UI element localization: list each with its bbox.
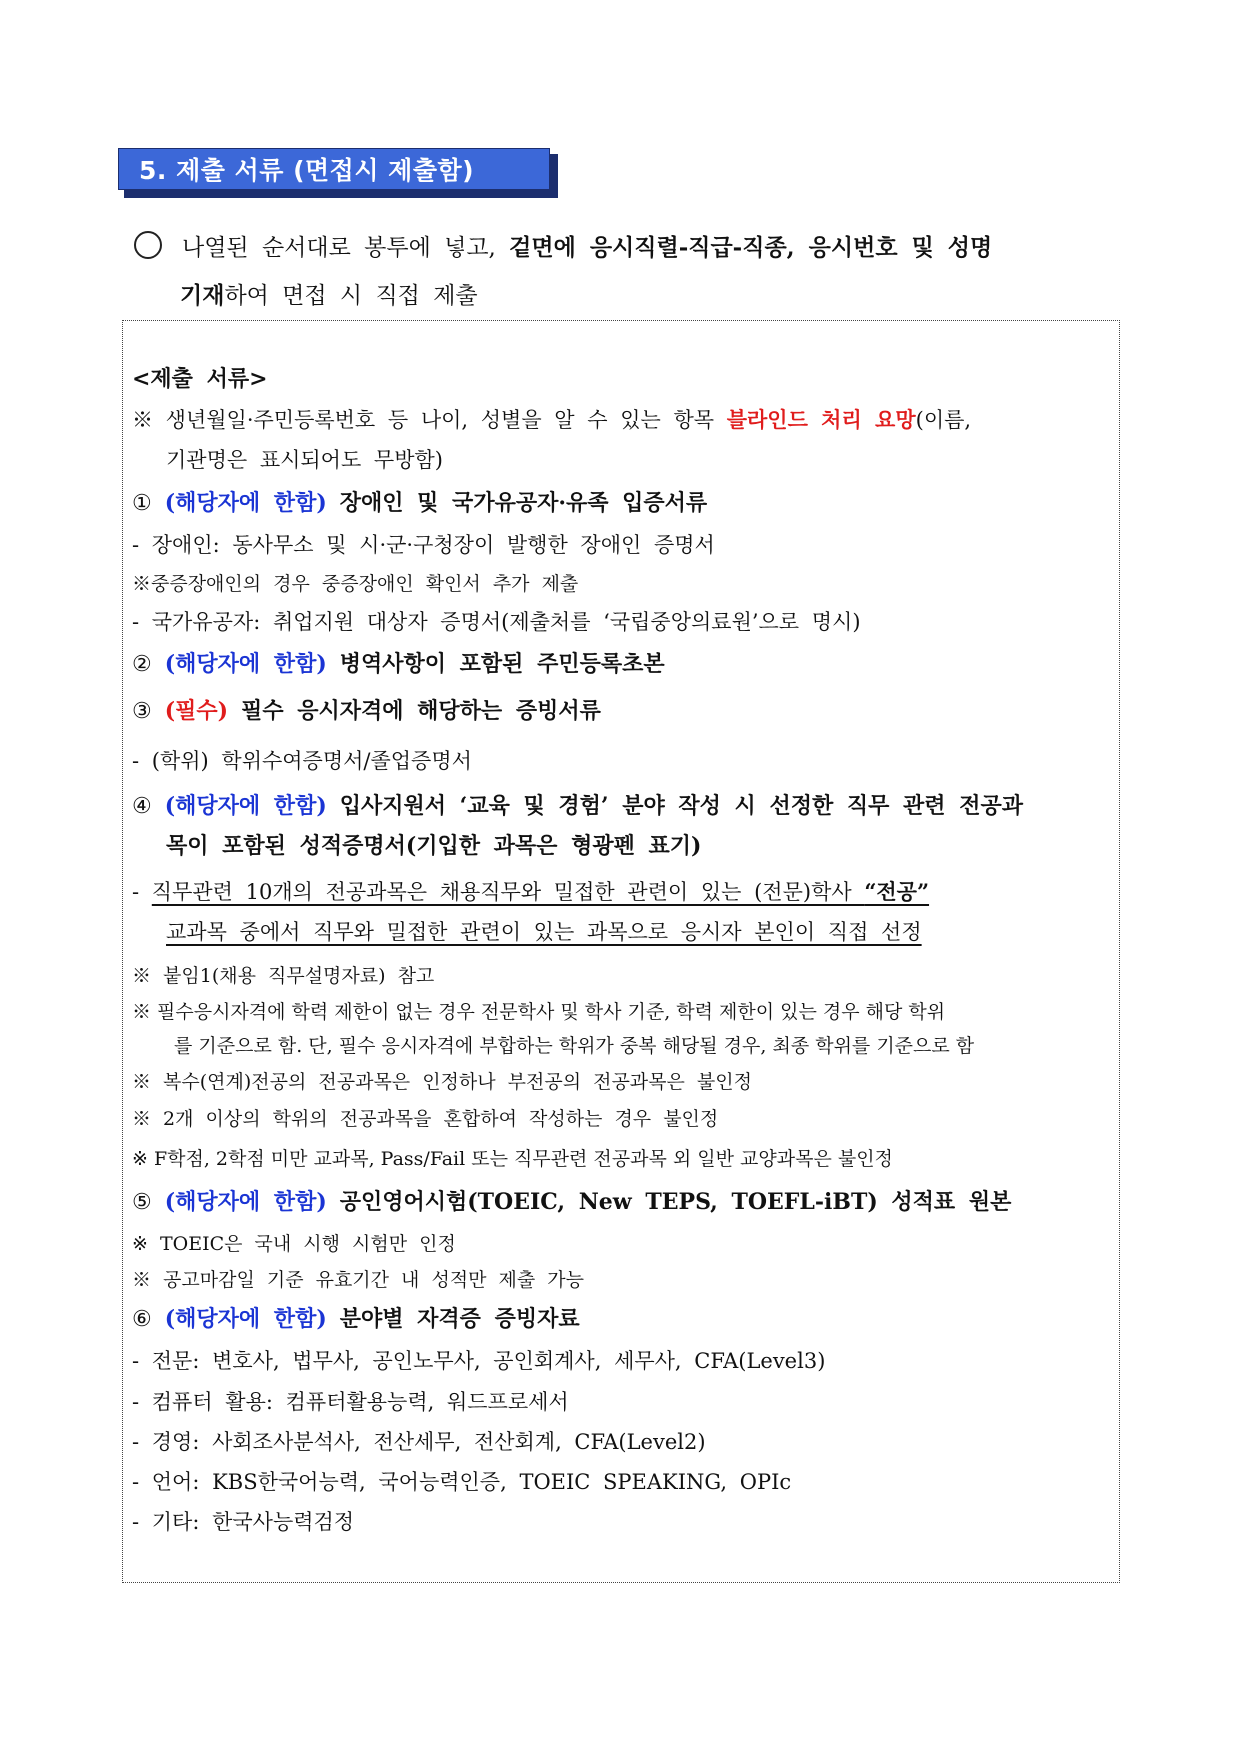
item-1: ① (해당자에 한함) 장애인 및 국가유공자·유족 입증서류 <box>132 490 708 516</box>
item-4-sub-1: - 직무관련 10개의 전공과목은 채용직무와 밀접한 관련이 있는 (전문)학사 “전공” <box>132 879 930 904</box>
item-1-sub-1: - 장애인: 동사무소 및 시·군·구청장이 발행한 장애인 증명서 <box>132 533 715 557</box>
blind-note: ※ 생년월일·주민등록번호 등 나이, 성별을 알 수 있는 항목 블라인드 처리 요망(이름, <box>132 407 972 432</box>
item-2: ② (해당자에 한함) 병역사항이 포함된 주민등록초본 <box>132 651 665 677</box>
section-header <box>118 148 558 196</box>
item-3: ③ (필수) 필수 응시자격에 해당하는 증빙서류 <box>132 698 601 724</box>
item-4-note-3: ※ 복수(연계)전공의 전공과목은 인정하나 부전공의 전공과목은 불인정 <box>132 1071 752 1093</box>
item-6: ⑥ (해당자에 한함) 분야별 자격증 증빙자료 <box>132 1306 580 1332</box>
intro-paragraph <box>134 224 1124 320</box>
item-1-sub-2: ※중증장애인의 경우 중증장애인 확인서 추가 제출 <box>132 573 579 595</box>
item-6-sub-3: - 경영: 사회조사분석사, 전산세무, 전산회계, CFA(Level2) <box>132 1430 706 1454</box>
item-4-note-1: ※ 붙임1(채용 직무설명자료) 참고 <box>132 965 435 987</box>
item-4-line-2: 목이 포함된 성적증명서(기입한 과목은 형광펜 표기) <box>166 833 702 859</box>
item-6-sub-4: - 언어: KBS한국어능력, 국어능력인증, TOEIC SPEAKING, OPIc <box>132 1470 792 1494</box>
item-6-sub-2: - 컴퓨터 활용: 컴퓨터활용능력, 워드프로세서 <box>132 1390 569 1414</box>
box-heading: <제출 서류> <box>132 366 268 392</box>
item-4-note-2-line-2: 를 기준으로 함. 단, 필수 응시자격에 부합하는 학위가 중복 해당될 경우, 최종 학위를 기준으로 함 <box>174 1035 975 1057</box>
item-4: ④ (해당자에 한함) 입사지원서 ‘교육 및 경험’ 분야 작성 시 선정한 직무 관련 전공과 <box>132 793 1023 819</box>
circle-bullet-icon <box>134 231 162 259</box>
item-5: ⑤ (해당자에 한함) 공인영어시험(TOEIC, New TEPS, TOEFL-iBT) 성적표 원본 <box>132 1189 1012 1215</box>
item-4-note-4: ※ 2개 이상의 학위의 전공과목을 혼합하여 작성하는 경우 불인정 <box>132 1108 719 1130</box>
item-6-sub-5: - 기타: 한국사능력검정 <box>132 1510 355 1534</box>
intro-line-1: 나열된 순서대로 봉투에 넣고, 겉면에 응시직렬-직급-직종, 응시번호 및 성명 <box>134 224 1124 272</box>
item-4-note-2: ※ 필수응시자격에 학력 제한이 없는 경우 전문학사 및 학사 기준, 학력 제한이 있는 경우 해당 학위 <box>132 1001 946 1023</box>
item-1-sub-3: - 국가유공자: 취업지원 대상자 증명서(제출처를 ‘국립중앙의료원’으로 명시) <box>132 610 861 634</box>
item-3-sub-1: - (학위) 학위수여증명서/졸업증명서 <box>132 749 472 773</box>
item-5-note-2: ※ 공고마감일 기준 유효기간 내 성적만 제출 가능 <box>132 1269 585 1291</box>
item-6-sub-1: - 전문: 변호사, 법무사, 공인노무사, 공인회계사, 세무사, CFA(Level3) <box>132 1349 826 1373</box>
blind-note-line-2: 기관명은 표시되어도 무방함) <box>166 448 443 472</box>
section-title: 5. 제출 서류 (면접시 제출함) <box>118 148 550 190</box>
item-4-sub-1-line-2: 교과목 중에서 직무와 밀접한 관련이 있는 과목으로 응시자 본인이 직접 선정 <box>166 920 922 944</box>
intro-line-2: 기재하여 면접 시 직접 제출 <box>180 282 478 309</box>
item-4-note-5: ※ F학점, 2학점 미만 교과목, Pass/Fail 또는 직무관련 전공과목 외 일반 교양과목은 불인정 <box>132 1148 893 1170</box>
item-5-note-1: ※ TOEIC은 국내 시행 시험만 인정 <box>132 1233 456 1255</box>
